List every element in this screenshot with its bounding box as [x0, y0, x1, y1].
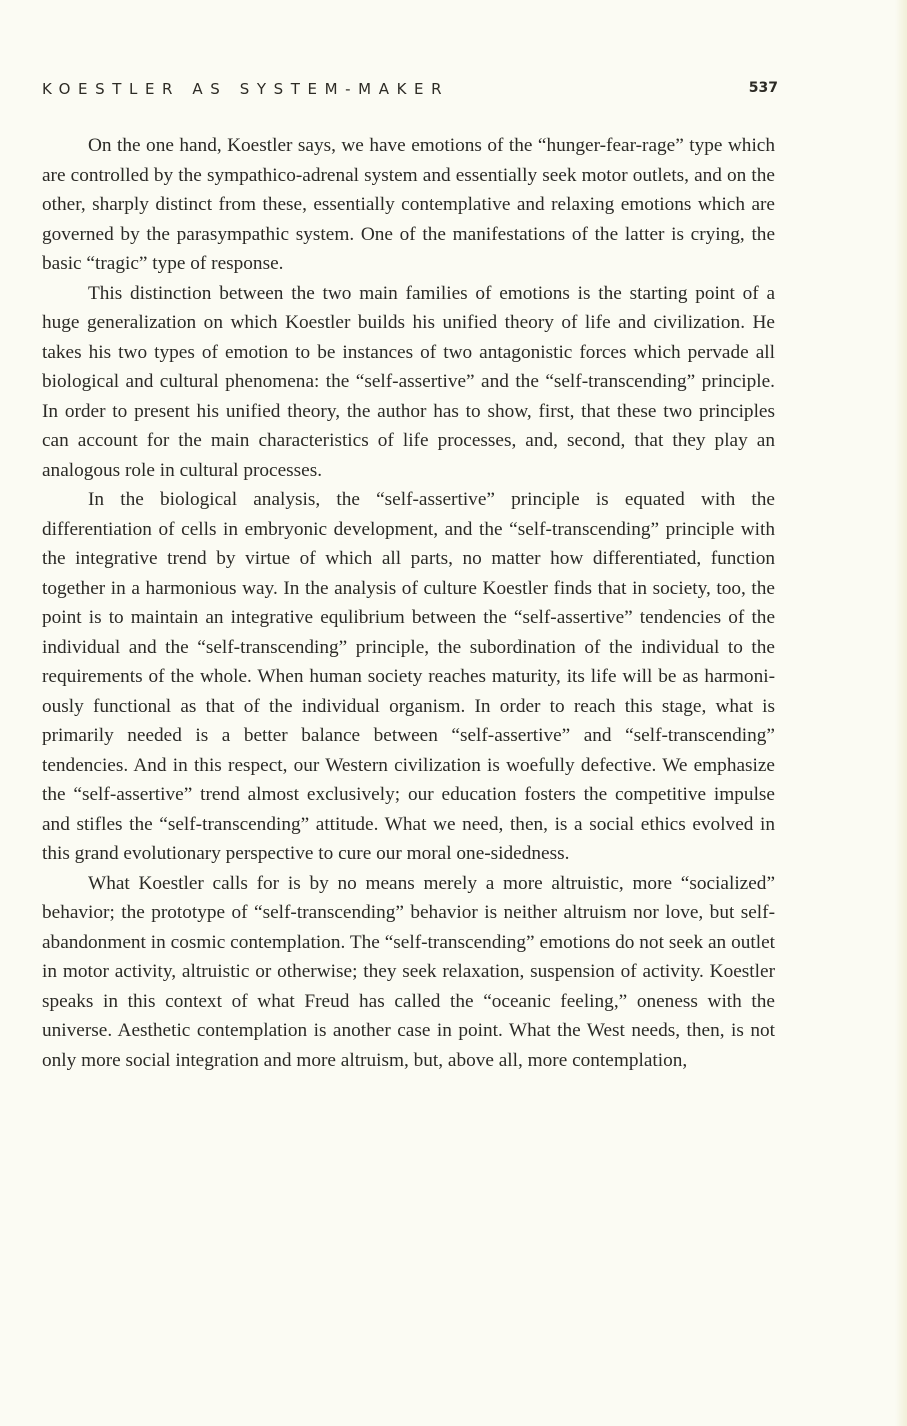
paragraph: What Koestler calls for is by no means merely a more altruistic, more “socialized” behavior; the prototype of “self-transcending” behavior is neither altruism nor love, but self-abandonment in cosmic contemplation. The “self-transcending” emotions do not seek an outlet in motor activity, altruistic or otherwise; they seek relaxation, suspension of activity. Koestler speaks in this context of what Freud has called the “oceanic feeling,” oneness with the universe. Aesthetic contemplation is another case in point. What the West needs, then, is not only more social integration and more altruism, but, above all, more contemplation, — [42, 872, 775, 1071]
paragraph: On the one hand, Koestler says, we have emotions of the “hunger-fear-rage” type which are controlled by the sympathico-adrenal system and essentially seek motor outlets, and on the other, sharply distinct from these, essentially contemplative and relaxing emotions which are governed by the parasympathic system. One of the manifestations of the latter is crying, the basic “tragic” type of response. — [42, 135, 775, 274]
page-edge-shadow — [895, 0, 907, 1426]
paragraph: This distinction between the two main families of emotions is the starting point of a huge generalization on which Koestler builds his unified theory of life and civilization. He takes his two types of emotion to be instances of two antagonistic forces which pervade all biological and cultural phenomena: the “self-assertive” and the “self-transcending” principle. In order to present his unified theory, the author has to show, first, that these two principles can account for the main characteristics of life processes, and, second, that they play an analogous role in cultural processes. — [42, 282, 775, 481]
paragraph: In the biological analysis, the “self-assertive” principle is equated with the differentiation of cells in embryonic development, and the “self-transcending” principle with the integrative trend by virtue of which all parts, no matter how differentiated, function together in a harmonious way. In the analysis of culture Koestler finds that in society, too, the point is to maintain an integrative equlibrium between the “self-assertive” tendencies of the individual and the “self-transcending” principle, the subordination of the individual to the requirements of the whole. When human society reaches maturity, its life will be as harmoniously functional as that of the individual organism. In order to reach this stage, what is primarily needed is a better balance between “self-assertive” and “self-transcending” tendencies. And in this respect, our Western civilization is woefully defective. We emphasize the “self-assertive” trend almost exclusively; our education fosters the competitive impulse and stifles the “self-transcending” attitude. What we need, then, is a social ethics evolved in this grand evolutionary perspective to cure our moral one-sidedness. — [42, 489, 775, 864]
body-text — [42, 131, 775, 1075]
running-head — [42, 80, 778, 104]
page-number: 537 — [748, 80, 778, 96]
running-title: KOESTLER AS SYSTEM-MAKER — [42, 80, 450, 98]
